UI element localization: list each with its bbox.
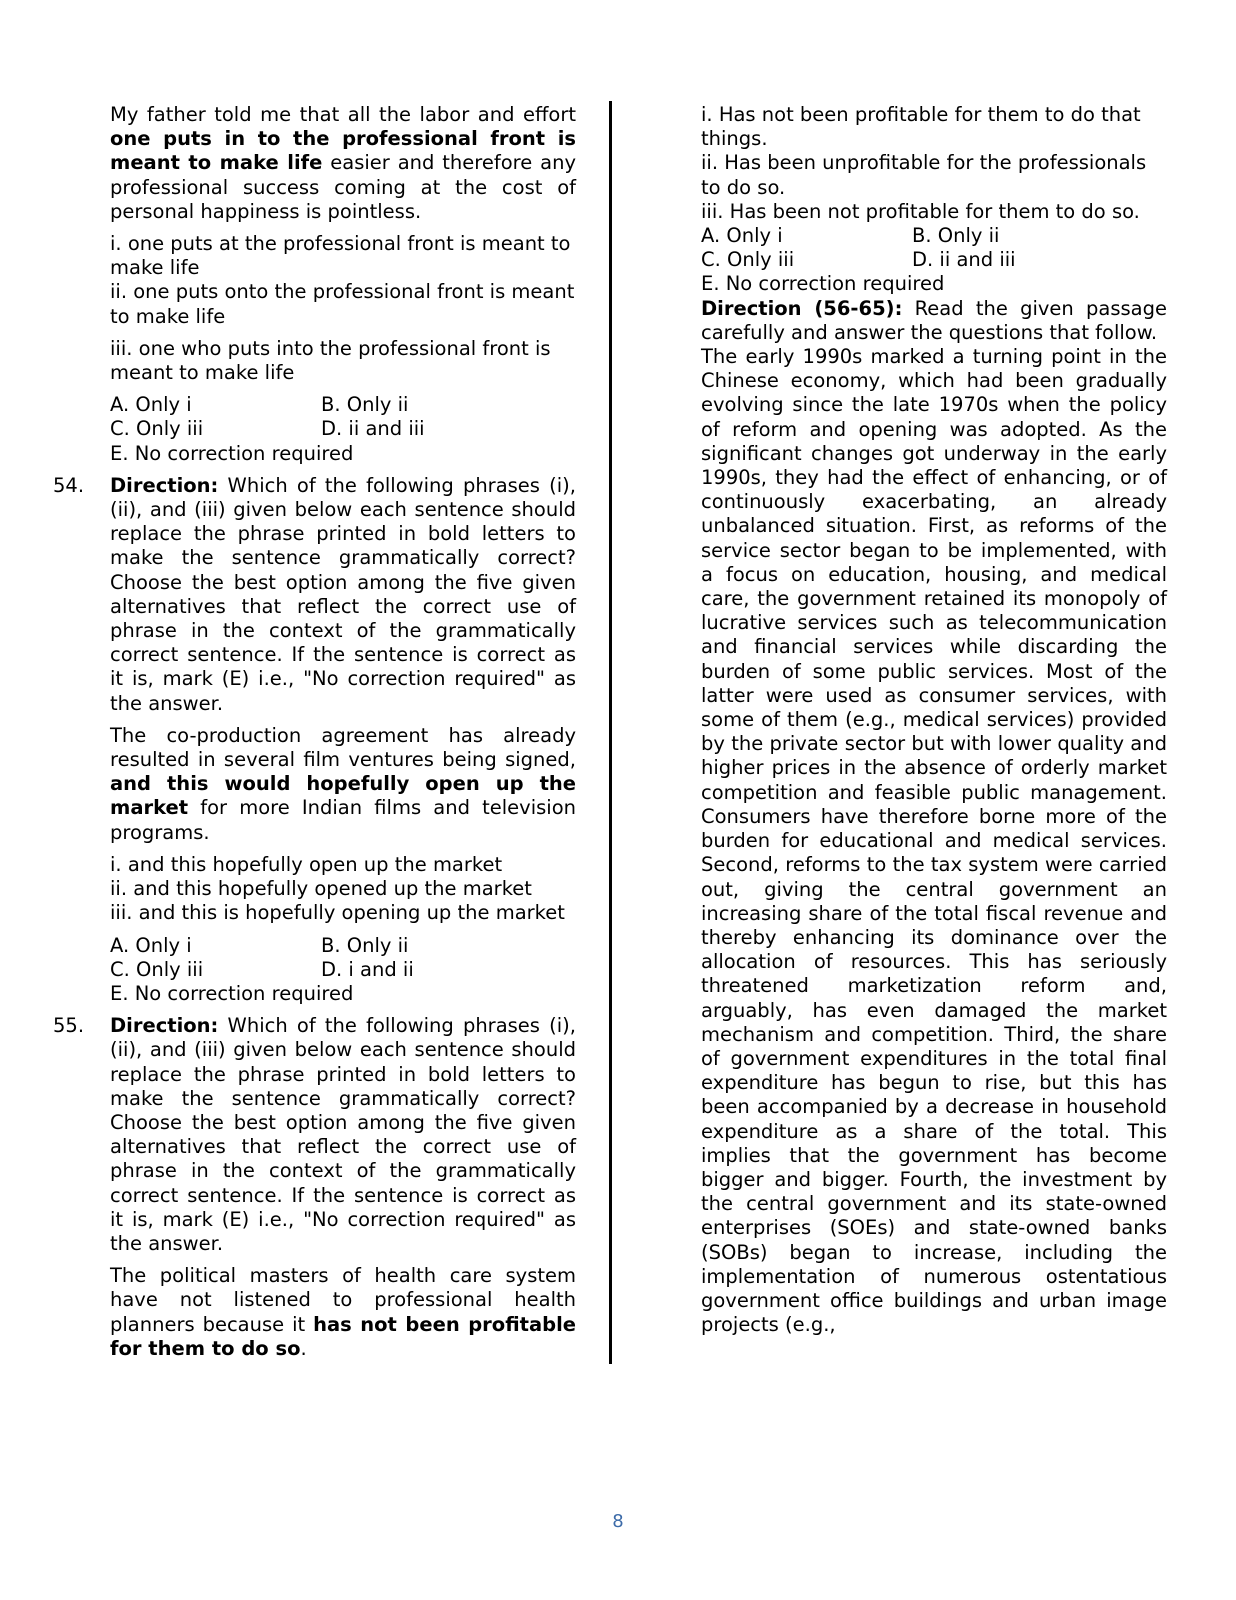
phrase-option: iii. and this is hopefully opening up the market (110, 901, 565, 925)
phrase-option: i. and this hopefully open up the market (110, 852, 503, 876)
column-divider (609, 101, 612, 1364)
phrase-option: ii. one puts onto the professional front is meant to make life (110, 280, 575, 328)
answer-option: E. No correction required (701, 272, 945, 296)
answer-option: C. Only iii (701, 248, 795, 272)
direction-text: Which of the following phrases (i), (ii), and (iii) given below each sentence should replace the phrase printed in bold letters to make the sentence grammatically correct? Choose the best option among the five given alternatives that reflect the correct use of phrase in the context of the grammatically correct sentence. If the sentence is correct as it is, mark (E) i.e., "No correction required" as the answer. (110, 473, 576, 715)
q53-phrases (110, 232, 576, 385)
right-column (701, 103, 1167, 1337)
answer-option: D. ii and iii (912, 248, 1016, 272)
phrase-option: iii. one who puts into the professional front is meant to make life (110, 336, 551, 385)
q55-phrases (701, 103, 1167, 224)
question-number: 55. (53, 1014, 85, 1038)
answer-option: E. No correction required (110, 441, 354, 465)
q55-sentence (110, 1264, 576, 1361)
answer-option: A. Only i (110, 393, 192, 417)
answer-option: C. Only iii (110, 417, 204, 441)
bold-phrase: has not been profitable for them to do so (110, 1312, 577, 1360)
direction-label: Direction (56-65): (701, 296, 903, 320)
passage-direction (701, 297, 1167, 345)
page-number: 8 (612, 1511, 624, 1532)
phrase-option: i. Has not been profitable for them to do that things. (701, 103, 1141, 151)
q54-sentence (110, 724, 576, 845)
answer-option: D. i and ii (321, 957, 414, 981)
q54-phrases (110, 853, 576, 926)
sentence-text: easier and therefore any professional success coming at the cost of personal happiness is pointless. (110, 151, 577, 223)
direction-label: Direction: (110, 1014, 219, 1038)
q55-answer-options (701, 224, 1167, 272)
phrase-option: iii. Has been not profitable for them to do so. (701, 199, 1140, 223)
question-number: 54. (53, 473, 85, 497)
left-column (53, 103, 577, 1361)
answer-option: B. Only ii (321, 933, 409, 957)
answer-option: A. Only i (110, 933, 192, 957)
sentence-text: The co-production agreement has already resulted in several film ventures being signed, (110, 723, 576, 772)
answer-option: D. ii and iii (321, 417, 425, 441)
q54-answer-options (110, 934, 576, 982)
direction (110, 474, 576, 716)
answer-option: B. Only ii (912, 224, 1000, 248)
bold-phrase: and this would hopefully open up the market (110, 772, 576, 820)
answer-option: A. Only i (701, 224, 783, 248)
sentence-text: . (300, 1336, 307, 1360)
sentence-text: for more Indian films and television programs. (110, 796, 576, 844)
direction (110, 1014, 576, 1256)
q53-answer-options (110, 393, 576, 441)
direction-text: Read the given passage carefully and answer the questions that follow. (701, 296, 1167, 344)
q53-sentence (110, 103, 576, 224)
direction-label: Direction: (110, 473, 219, 497)
sentence-text: The political masters of health care system have not listened to professional health planners because it (110, 1264, 576, 1336)
sentence-text: My father told me that all the labor and effort (110, 103, 576, 126)
question-55 (53, 1014, 577, 1361)
phrase-option: ii. Has been unprofitable for the professionals to do so. (701, 151, 1147, 199)
reading-passage: The early 1990s marked a turning point in the Chinese economy, which had been gradually evolving since the late 1970s when the policy of reform and opening was adopted. As the significant changes got underway in the early 1990s, they had the effect of enhancing, or of continuously exacerbating, an already unbalanced situation. First, as reforms of the service sector began to be implemented, with a focus on education, housing, and medical care, the government retained its monopoly of lucrative services such as telecommunication and financial services while discarding the burden of some public services. Most of the latter were used as consumer services, with some of them (e.g., medical services) provided by the private sector but with lower quality and higher prices in the absence of orderly market competition and feasible public management. Consumers have therefore borne more of the burden for educational and medical services. Second, reforms to the tax system were carried out, giving the central government an increasing share of the total fiscal revenue and thereby enhancing its dominance over the allocation of resources. This has seriously threatened marketization reform and, arguably, has even damaged the market mechanism and competition. Third, the share of government expenditures in the total final expenditure has begun to rise, but this has been accompanied by a decrease in household expenditure as a share of the total. This implies that the government has become bigger and bigger. Fourth, the investment by the central government and its state-owned enterprises (SOEs) and state-owned banks (SOBs) began to increase, including the implementation of numerous ostentatious government office buildings and urban image projects (e.g., (701, 345, 1167, 1337)
answer-option: C. Only iii (110, 957, 204, 981)
direction-text: Which of the following phrases (i), (ii), and (iii) given below each sentence should replace the phrase printed in bold letters to make the sentence grammatically correct? Choose the best option among the five given alternatives that reflect the correct use of phrase in the context of the grammatically correct sentence. If the sentence is correct as it is, mark (E) i.e., "No correction required" as the answer. (110, 1014, 576, 1255)
question-54 (53, 473, 576, 1006)
bold-phrase: one puts in to the professional front is meant to make life (110, 127, 576, 175)
answer-option: E. No correction required (110, 981, 354, 1005)
phrase-option: i. one puts at the professional front is meant to make life (110, 232, 571, 280)
answer-option: B. Only ii (321, 393, 409, 417)
phrase-option: ii. and this hopefully opened up the market (110, 877, 532, 901)
